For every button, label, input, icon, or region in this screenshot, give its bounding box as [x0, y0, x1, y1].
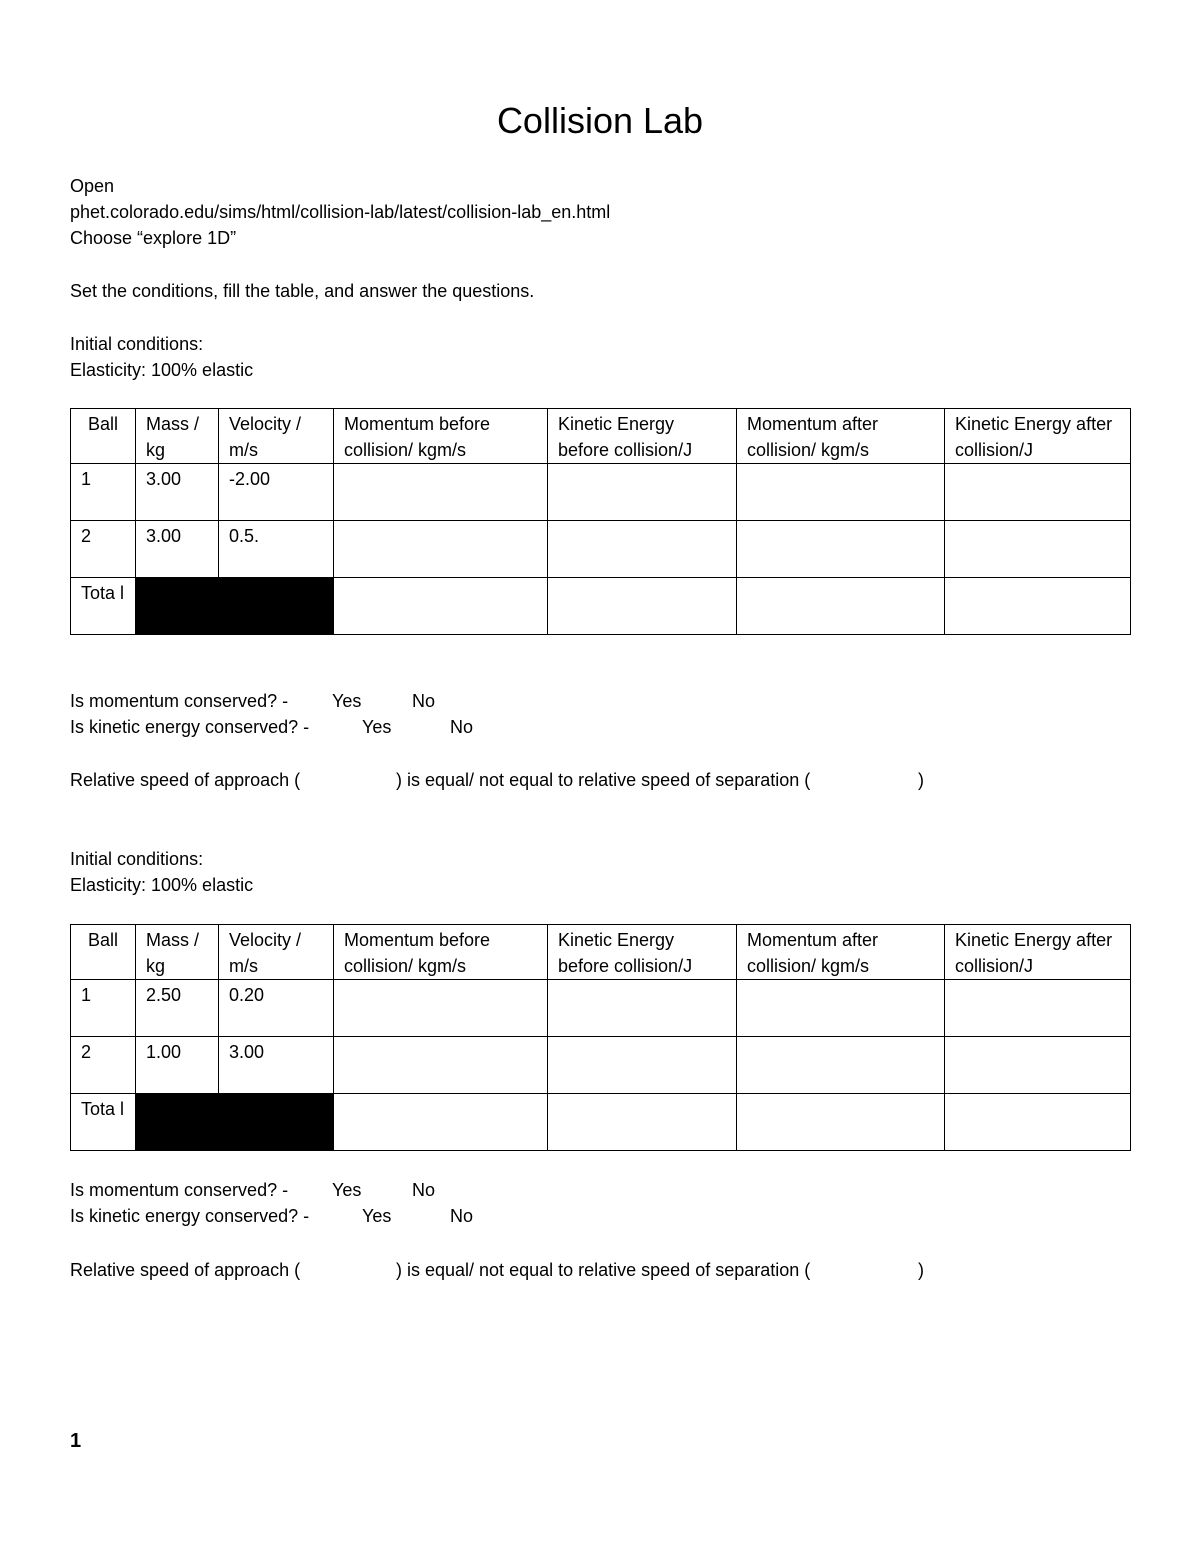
initial-conditions-1: Initial conditions: — [70, 334, 204, 354]
header-velocity: Velocity / m/s — [219, 409, 334, 464]
momentum-question-1 — [70, 688, 436, 714]
total-label-cell — [71, 1094, 136, 1151]
velocity-cell: -2.00 — [219, 464, 334, 521]
momentum-after-cell[interactable] — [737, 980, 945, 1037]
blacked-out-cell — [136, 1094, 334, 1151]
momentum-question-2 — [70, 1177, 436, 1203]
total-ke-after-cell[interactable] — [945, 578, 1131, 635]
ball-cell: 2 — [71, 1037, 136, 1094]
total-momentum-before-cell[interactable] — [334, 1094, 548, 1151]
velocity-cell: 0.20 — [219, 980, 334, 1037]
page-title: Collision Lab — [496, 100, 704, 141]
question-text: Is kinetic energy conserved? - — [70, 1206, 310, 1226]
header-ball: Ball — [71, 925, 136, 980]
total-row — [71, 578, 1131, 635]
question-text: Is momentum conserved? - — [70, 691, 289, 711]
yes-option[interactable]: Yes — [362, 717, 392, 737]
yes-option[interactable]: Yes — [362, 1206, 392, 1226]
total-momentum-before-cell[interactable] — [334, 578, 548, 635]
question-text: Is kinetic energy conserved? - — [70, 717, 310, 737]
page-number: 1 — [70, 1430, 82, 1452]
ke-question-1 — [70, 714, 474, 740]
intro-instructions: Set the conditions, fill the table, and answer the questions. — [70, 281, 535, 301]
ke-after-cell[interactable] — [945, 464, 1131, 521]
ke-before-cell[interactable] — [548, 521, 737, 578]
elasticity-1: Elasticity: 100% elastic — [70, 360, 254, 380]
momentum-before-cell[interactable] — [334, 464, 548, 521]
yes-option[interactable]: Yes — [332, 1180, 362, 1200]
relative-speed-text-b: ) is equal/ not equal to relative speed of separation ( — [396, 1260, 811, 1280]
no-option[interactable]: No — [450, 1206, 474, 1226]
momentum-before-cell[interactable] — [334, 521, 548, 578]
ke-question-2 — [70, 1203, 474, 1229]
table-header-row — [71, 409, 1131, 464]
velocity-cell: 3.00 — [219, 1037, 334, 1094]
momentum-after-cell[interactable] — [737, 1037, 945, 1094]
table-row — [71, 1037, 1131, 1094]
table-row — [71, 521, 1131, 578]
header-mass: Mass / kg — [136, 409, 219, 464]
ball-cell: 1 — [71, 980, 136, 1037]
relative-speed-text-a: Relative speed of approach ( — [70, 770, 301, 790]
ke-after-cell[interactable] — [945, 980, 1131, 1037]
data-table-1 — [70, 408, 1131, 635]
table-header-row — [71, 925, 1131, 980]
initial-conditions-2: Initial conditions: — [70, 849, 204, 869]
header-momentum-after: Momentum after collision/ kgm/s — [737, 925, 945, 980]
question-text: Is momentum conserved? - — [70, 1180, 289, 1200]
table-row — [71, 464, 1131, 521]
elasticity-2: Elasticity: 100% elastic — [70, 875, 254, 895]
no-option[interactable]: No — [450, 717, 474, 737]
no-option[interactable]: No — [412, 1180, 436, 1200]
total-label: Tota l — [81, 1099, 125, 1119]
header-ke-after: Kinetic Energy after collision/J — [945, 925, 1131, 980]
intro-choose: Choose “explore 1D” — [70, 228, 237, 248]
intro-open: Open — [70, 176, 115, 196]
relative-speed-text-a: Relative speed of approach ( — [70, 1260, 301, 1280]
intro-url[interactable]: phet.colorado.edu/sims/html/collision-lab/latest/collision-lab_en.html — [70, 202, 611, 222]
header-ke-after: Kinetic Energy after collision/J — [945, 409, 1131, 464]
mass-cell: 2.50 — [136, 980, 219, 1037]
yes-option[interactable]: Yes — [332, 691, 362, 711]
ke-before-cell[interactable] — [548, 1037, 737, 1094]
mass-cell: 1.00 — [136, 1037, 219, 1094]
ball-cell: 2 — [71, 521, 136, 578]
total-label: Tota l — [81, 583, 125, 603]
relative-speed-text-c: ) — [918, 1260, 924, 1280]
header-velocity: Velocity / m/s — [219, 925, 334, 980]
header-ke-before: Kinetic Energy before collision/J — [548, 409, 737, 464]
header-ball: Ball — [71, 409, 136, 464]
blacked-out-cell — [136, 578, 334, 635]
total-ke-after-cell[interactable] — [945, 1094, 1131, 1151]
header-momentum-after: Momentum after collision/ kgm/s — [737, 409, 945, 464]
total-ke-before-cell[interactable] — [548, 578, 737, 635]
total-label-cell — [71, 578, 136, 635]
total-momentum-after-cell[interactable] — [737, 578, 945, 635]
ke-after-cell[interactable] — [945, 521, 1131, 578]
relative-speed-text-c: ) — [918, 770, 924, 790]
velocity-cell: 0.5. — [219, 521, 334, 578]
data-table-2 — [70, 924, 1131, 1151]
relative-speed-text-b: ) is equal/ not equal to relative speed of separation ( — [396, 770, 811, 790]
total-row — [71, 1094, 1131, 1151]
ke-after-cell[interactable] — [945, 1037, 1131, 1094]
momentum-after-cell[interactable] — [737, 464, 945, 521]
momentum-before-cell[interactable] — [334, 1037, 548, 1094]
table-row — [71, 980, 1131, 1037]
header-mass: Mass / kg — [136, 925, 219, 980]
ke-before-cell[interactable] — [548, 464, 737, 521]
header-ke-before: Kinetic Energy before collision/J — [548, 925, 737, 980]
momentum-after-cell[interactable] — [737, 521, 945, 578]
total-momentum-after-cell[interactable] — [737, 1094, 945, 1151]
total-ke-before-cell[interactable] — [548, 1094, 737, 1151]
mass-cell: 3.00 — [136, 464, 219, 521]
mass-cell: 3.00 — [136, 521, 219, 578]
momentum-before-cell[interactable] — [334, 980, 548, 1037]
ke-before-cell[interactable] — [548, 980, 737, 1037]
header-momentum-before: Momentum before collision/ kgm/s — [334, 925, 548, 980]
header-momentum-before: Momentum before collision/ kgm/s — [334, 409, 548, 464]
ball-cell: 1 — [71, 464, 136, 521]
no-option[interactable]: No — [412, 691, 436, 711]
